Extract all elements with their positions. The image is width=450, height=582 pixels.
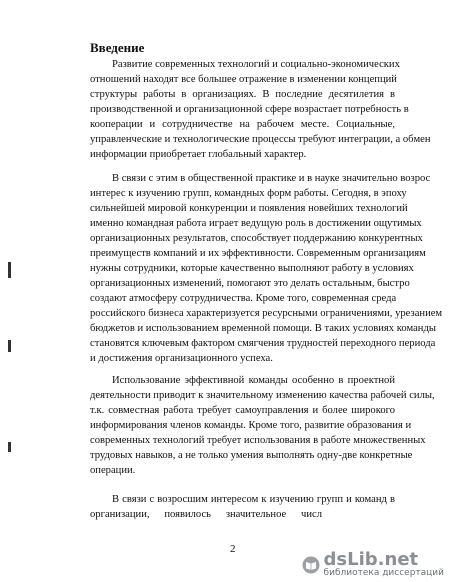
- text-line: Использование эффективной команды особенно в проектной: [112, 375, 395, 386]
- text-line: В связи с возросшим интересом к изучению групп и команд в: [112, 494, 395, 505]
- text-line: интерес к изучению групп, командных форм работы. Сегодня, в эпоху: [90, 188, 407, 199]
- text-line: трудовых навыков, а не только умения выполнять одну-две конкретные: [90, 450, 413, 461]
- text-line: именно командная работа играет ведущую роль в достижении ощутимых: [90, 218, 422, 229]
- page-number: 2: [230, 543, 236, 555]
- text-line: организационных изменений, помогают это делать остальным, быстро: [90, 278, 410, 289]
- text-line: российского бизнеса характеризуется ресурсными ограничениями, урезанием: [90, 308, 443, 319]
- text-line: создают атмосферу сотрудничества. Кроме того, современная среда: [90, 293, 397, 304]
- text-line: организации, появилось значительное числ: [90, 509, 322, 520]
- text-line: Развитие современных технологий и социально-экономических: [112, 59, 400, 70]
- text-line: бюджетов и использованием временной помощи. В таких условиях команды: [90, 323, 436, 334]
- text-line: информирования членов команды. Кроме того, развитие образования и: [90, 420, 412, 431]
- text-line: организационных результатов, способствует поддержанию конкурентных: [90, 233, 423, 244]
- text-line: преимуществ компаний и их эффективности. Современным организациям: [90, 248, 426, 259]
- scan-mark: [8, 340, 11, 352]
- text-line: производственной и организационной сфере возрастает потребность в: [90, 104, 409, 115]
- watermark-brand: dsLib.net: [323, 549, 419, 570]
- scan-mark: [8, 442, 11, 452]
- text-line: отношений находят все большее отражение в изменении концепций: [90, 74, 397, 85]
- text-line: и достижения организационного успеха.: [90, 353, 273, 364]
- scan-mark: [8, 262, 11, 278]
- text-line: операции.: [90, 465, 136, 476]
- text-line: структуры работы в организациях. В последние десятилетия в: [90, 89, 395, 100]
- text-line: информации приобретает глобальный характер.: [90, 149, 307, 160]
- watermark-subtitle: библиотека диссертаций: [323, 568, 444, 578]
- section-heading: Введение: [90, 40, 145, 55]
- text-line: современных технологий требует использования в работе множественных: [90, 435, 426, 446]
- text-line: управленческие и технологические процессы требуют интеграции, а обмен: [90, 134, 431, 145]
- text-line: нужны сотрудники, которые качественно выполняют работу в условиях: [90, 263, 414, 274]
- text-line: кооперации и сотрудничестве на рабочем месте. Социальные,: [90, 119, 395, 130]
- book-logo-icon: [302, 556, 320, 574]
- text-line: деятельности приводит к значительному изменению качества рабочей силы,: [90, 390, 435, 401]
- text-line: становятся ключевым фактором смягчения трудностей переходного периода: [90, 338, 436, 349]
- text-line: т.к. совместная работа требует самоуправления и более широкого: [90, 405, 395, 416]
- text-line: сильнейшей мировой конкуренции и появления новейших технологий: [90, 203, 408, 214]
- watermark: [302, 551, 444, 578]
- text-line: В связи с этим в общественной практике и в науке значительно возрос: [112, 173, 431, 184]
